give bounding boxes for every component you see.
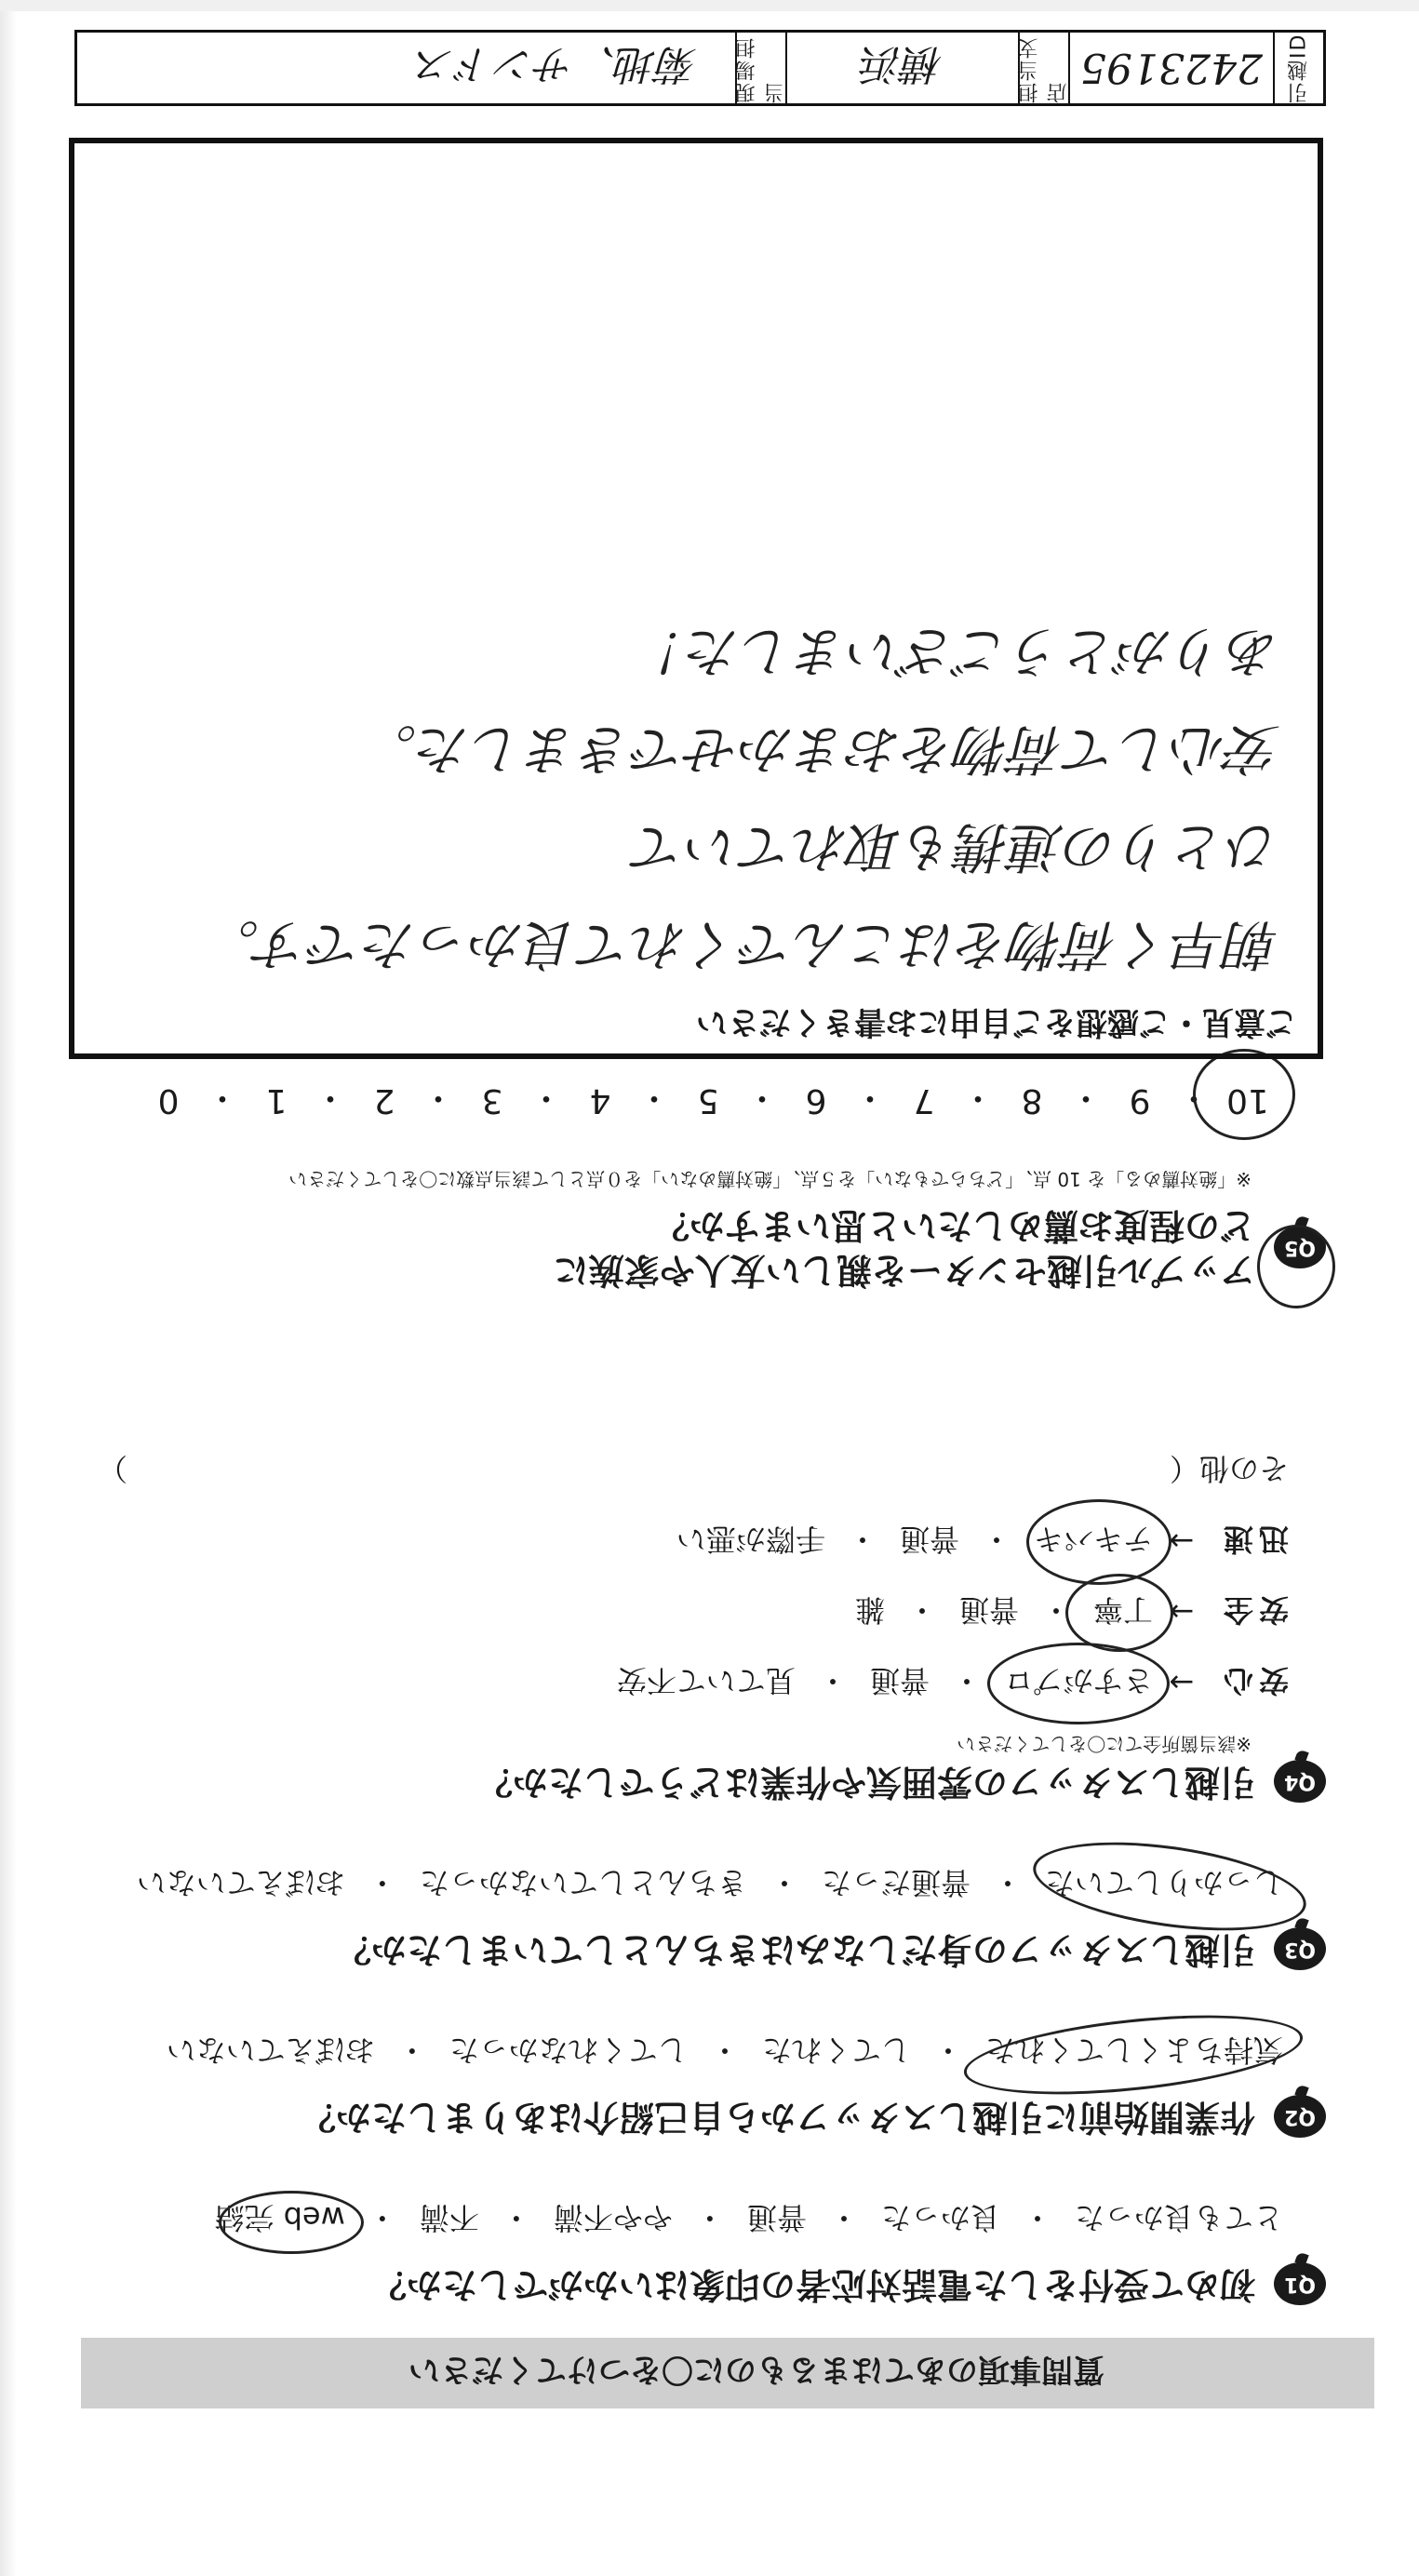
q4-category-anzen: 安全 → 丁寧 ・ 普通 ・ 雑 <box>60 1591 1289 1634</box>
q1-option-normal[interactable]: 普通 <box>746 2200 807 2236</box>
q4-category-jinsoku: 迅速 → テキパキ ・ 普通 ・ 手際が悪い <box>60 1521 1289 1563</box>
staff-value: 菊地、サンドス <box>413 40 698 87</box>
comments-box[interactable] <box>69 138 1323 1059</box>
q3-badge: Q3 <box>1274 1927 1326 1970</box>
q2-options: 気持ちよくしてくれた ・ してくれた ・ してくれなかった ・ おぼえていない <box>60 2032 1289 2074</box>
q1-badge: Q1 <box>1274 2262 1326 2305</box>
q4-anshin-option-uneasy[interactable]: 見ていて不安 <box>616 1663 796 1699</box>
id-label: 引越ID <box>1273 33 1323 103</box>
q1-option-web-label: web 完結 <box>214 2200 345 2236</box>
q4-text: 引越しスタッフの雰囲気や作業はどうでしたか？ <box>476 1762 1255 1803</box>
score-5[interactable]: 5 <box>697 1081 719 1120</box>
score-0[interactable]: 0 <box>157 1081 180 1120</box>
comment-line-4: ありがとうございました！ <box>632 620 1280 683</box>
q4-other-close: ） <box>98 1451 128 1487</box>
q4-anshin-option-pro[interactable] <box>998 1662 1158 1705</box>
q5-text-line2: どの程度お薦めしたいと思いますか？ <box>653 1205 1255 1247</box>
q5-text-line1: アップル引越センターを親しい友人や家族に <box>553 1250 1255 1291</box>
score-1[interactable]: 1 <box>265 1081 288 1120</box>
q3-option-not-remember[interactable]: おぼえていない <box>136 1865 345 1901</box>
score-9[interactable]: 9 <box>1129 1081 1151 1120</box>
score-3[interactable]: 3 <box>481 1081 503 1120</box>
score-10-label: 10 <box>1226 1081 1269 1120</box>
q4-badge: Q4 <box>1274 1760 1326 1803</box>
question-q5 <box>60 1167 1326 1292</box>
q4-other-label[interactable]: その他（ <box>1169 1451 1289 1487</box>
q4-anzen-option-normal[interactable]: 普通 <box>958 1592 1019 1629</box>
branch-label: 担当支店 <box>1018 33 1068 103</box>
comment-line-3: 安心して荷物をおまかせできました。 <box>362 718 1280 781</box>
q3-text: 引越しスタッフの身だしなみはきちんとしていましたか？ <box>335 1929 1255 1970</box>
score-7[interactable]: 7 <box>913 1081 935 1120</box>
question-q4 <box>60 1450 1326 1805</box>
q3-option-neat-label: しっかりしていた <box>1044 1865 1283 1901</box>
q1-option-very-good[interactable]: とても良かった <box>1074 2200 1283 2236</box>
q2-option-not-remember[interactable]: おぼえていない <box>166 2033 375 2069</box>
scan-bottom-edge <box>0 0 1419 11</box>
q4-category-anshin: 安心 → さすがプロ ・ 普通 ・ 見ていて不安 <box>60 1662 1289 1705</box>
q1-options: とても良かった ・ 良かった ・ 普通 ・ やや不満 ・ 不満 ・ web 完結 <box>60 2199 1289 2242</box>
question-q3 <box>60 1864 1326 1972</box>
score-6[interactable]: 6 <box>805 1081 827 1120</box>
arrow-right-icon: → <box>1169 1665 1195 1701</box>
comments-title: ご意見・ご感想をご自由にお書きください <box>696 1003 1297 1040</box>
score-10[interactable] <box>1221 1082 1275 1120</box>
q4-anzen-option-rough[interactable]: 雑 <box>854 1592 885 1629</box>
q4-category-anzen-label: 安全 <box>1217 1592 1289 1629</box>
q2-option-pleasant-label: 気持ちよくしてくれた <box>984 2033 1283 2069</box>
q2-option-did-not[interactable]: してくれなかった <box>448 2033 688 2069</box>
q5-score-scale: 10 ・ 9 ・ 8 ・ 7 ・ 6 ・ 5 ・ 4 ・ 3 ・ 2 ・ 1 ・ 0 <box>65 1078 1275 1124</box>
score-2[interactable]: 2 <box>373 1081 395 1120</box>
q4-category-jinsoku-label: 迅速 <box>1217 1522 1289 1558</box>
q2-text: 作業開始前に引越しスタッフから自己紹介はありましたか？ <box>300 2097 1255 2138</box>
question-q2 <box>60 2032 1326 2140</box>
q4-anzen-option-careful[interactable] <box>1088 1591 1158 1634</box>
q5-selection-circle <box>1193 1050 1295 1141</box>
q3-option-not-neat[interactable]: きちんとしていなかった <box>419 1865 747 1901</box>
score-4[interactable]: 4 <box>589 1081 611 1120</box>
q1-text: 初めて受付をした電話対応者の印象はいかがでしたか？ <box>370 2264 1255 2305</box>
q1-option-somewhat-dissatisfied[interactable]: やや不満 <box>553 2200 673 2236</box>
q4-jinsoku-option-normal[interactable]: 普通 <box>899 1522 959 1558</box>
comment-line-1: 朝早く荷物をはこんでくれて良かったです。 <box>205 913 1280 976</box>
q4-jinsoku-option-brisk[interactable] <box>1028 1521 1158 1563</box>
q2-option-did[interactable]: してくれた <box>761 2033 911 2069</box>
header-table <box>74 30 1326 106</box>
q4-jinsoku-option-brisk-label: テキパキ <box>1033 1522 1153 1558</box>
arrow-right-icon: → <box>1169 1523 1195 1560</box>
q3-option-neat[interactable] <box>1039 1864 1289 1907</box>
q5-note: ※「絶対薦める」を 10 点、「どちらでもない」を５点、「絶対薦めない」を０点として該当点数に〇をしてください <box>288 1168 1252 1190</box>
q4-other <box>98 1450 1289 1493</box>
arrow-right-icon: → <box>1169 1594 1195 1630</box>
q1-option-web[interactable] <box>208 2199 350 2242</box>
q1-option-good[interactable]: 良かった <box>880 2200 1000 2236</box>
branch-value: 横浜 <box>785 33 1018 103</box>
q4-note: ※該当箇所全てに〇をしてください <box>957 1733 1252 1756</box>
scan-edge-shadow <box>0 0 17 2576</box>
instruction-banner <box>81 2338 1374 2408</box>
q4-anshin-option-pro-label: さすがプロ <box>1003 1663 1153 1699</box>
q4-anzen-option-careful-label: 丁寧 <box>1092 1592 1153 1629</box>
q2-option-pleasant[interactable] <box>980 2032 1289 2074</box>
score-8[interactable]: 8 <box>1021 1081 1043 1120</box>
comment-line-2: ひとりの連携も取れていて <box>632 815 1280 879</box>
instruction-banner-text: 質問事項のあてはまるものに〇をつけてください <box>408 2351 1104 2389</box>
q5-text-block <box>554 1203 1274 1292</box>
q1-option-dissatisfied[interactable]: 不満 <box>419 2200 479 2236</box>
q4-jinsoku-option-clumsy[interactable]: 手際が悪い <box>676 1522 825 1558</box>
question-q1 <box>60 2199 1326 2307</box>
q3-options: しっかりしていた ・ 普通だった ・ きちんとしていなかった ・ おぼえていない <box>60 1864 1289 1907</box>
q5-badge: Q5 <box>1274 1227 1326 1269</box>
staff-label: 現場担当 <box>735 33 785 103</box>
q4-category-anshin-label: 安心 <box>1217 1663 1289 1699</box>
q3-option-normal[interactable]: 普通だった <box>821 1865 971 1901</box>
id-value: 2423195 <box>1068 33 1273 103</box>
q4-anshin-option-normal[interactable]: 普通 <box>869 1663 930 1699</box>
q2-badge: Q2 <box>1274 2095 1326 2138</box>
